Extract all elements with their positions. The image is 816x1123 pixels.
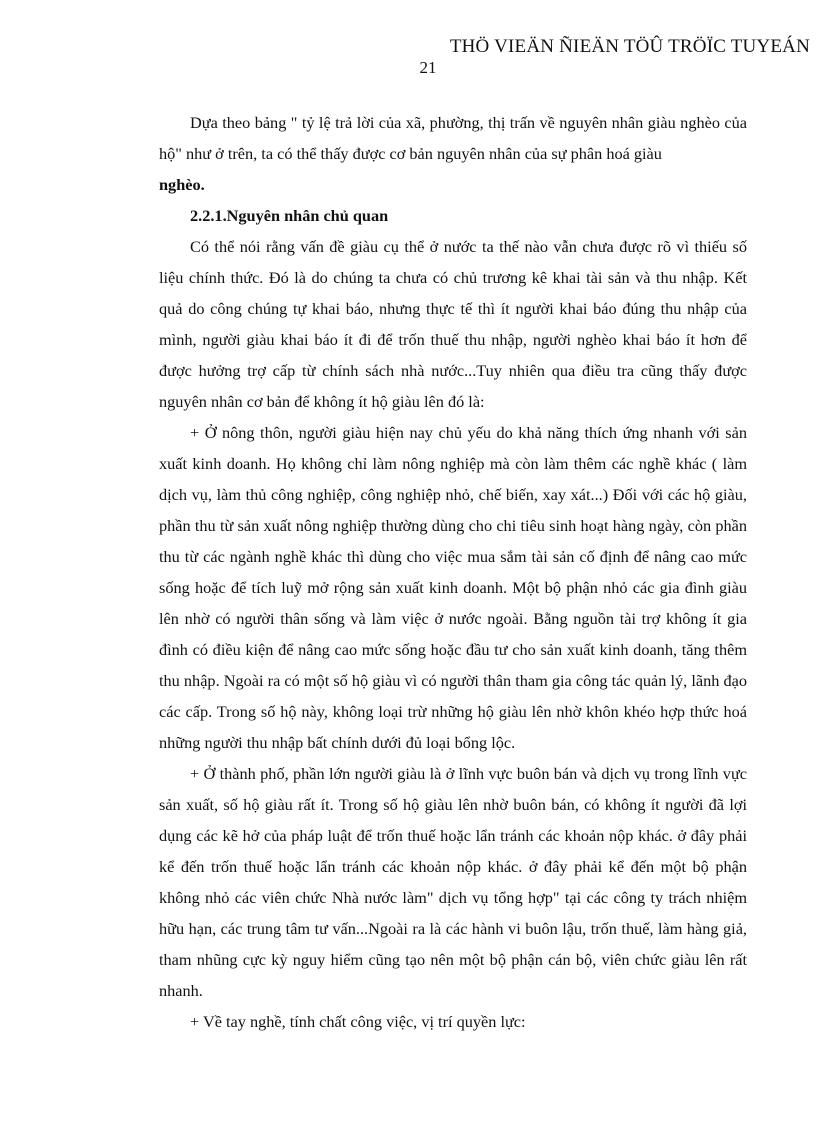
intro-paragraph — [159, 107, 747, 169]
paragraph-1: Có thể nói rằng vấn đề giàu cụ thể ở nước ta thế nào vẫn chưa được rõ vì thiếu số liệu chính thức. Đó là do chúng ta chưa có chủ trương kê khai tài sản và thu nhập. Kết quả do công chúng tự khai báo, nhưng thực tế thì ít người khai báo đúng thu nhập của mình, người giàu khai báo ít đi để trốn thuế thu nhập, người nghèo khai báo ít hơn để được hưởng trợ cấp từ chính sách nhà nước...Tuy nhiên qua điều tra cũng thấy được nguyên nhân cơ bản để không ít hộ giàu lên đó là: — [159, 237, 747, 411]
page-number: 21 — [419, 58, 437, 77]
section-heading: 2.2.1.Nguyên nhân chủ quan — [190, 206, 389, 225]
intro-bold-word: nghèo. — [159, 175, 205, 194]
library-watermark: THÖ VIEÄN ÑIEÄN TÖÛ TRÖÏC TUYEÁN — [449, 36, 810, 57]
document-body — [159, 107, 747, 1037]
intro-text: Dựa theo bảng " tỷ lệ trả lời của xã, phường, thị trấn về nguyên nhân giàu nghèo của hộ" như ở trên, ta có thể thấy được cơ bản nguyên nhân của sự phân hoá giàu — [159, 113, 747, 163]
paragraph-4: + Về tay nghề, tính chất công việc, vị trí quyền lực: — [190, 1012, 526, 1031]
paragraph-2: + Ở nông thôn, người giàu hiện nay chủ yếu do khả năng thích ứng nhanh với sản xuất kinh doanh. Họ không chỉ làm nông nghiệp mà còn làm thêm các nghề khác ( làm dịch vụ, làm thủ công nghiệp, công nghiệp nhỏ, chế biến, xay xát...) Đối với các hộ giàu, phần thu từ sản xuất nông nghiệp thường dùng cho chi tiêu sinh hoạt hàng ngày, còn phần thu từ các ngành nghề khác thì dùng cho việc mua sắm tài sản cố định để nâng cao mức sống hoặc để tích luỹ mở rộng sản xuất kinh doanh. Một bộ phận nhỏ các gia đình giàu lên nhờ có người thân sống và làm việc ở nước ngoài. Bằng nguồn tài trợ không ít gia đình có điều kiện để nâng cao mức sống hoặc đầu tư cho sản xuất kinh doanh, tăng thêm thu nhập. Ngoài ra có một số hộ giàu vì có người thân tham gia công tác quản lý, lãnh đạo các cấp. Trong số hộ này, không loại trừ những hộ giàu lên nhờ khôn khéo hợp thức hoá những người thu nhập bất chính dưới đủ loại bổng lộc. — [159, 423, 747, 752]
paragraph-3: + Ở thành phố, phần lớn người giàu là ở lĩnh vực buôn bán và dịch vụ trong lĩnh vực sản xuất, số hộ giàu rất ít. Trong số hộ giàu lên nhờ buôn bán, có không ít người đã lợi dụng các kẽ hở của pháp luật để trốn thuế hoặc lẩn tránh các khoản nộp khác. ở đây phải kể đến trốn thuế hoặc lẩn tránh các khoản nộp khác. ở đây phải kể đến một bộ phận không nhỏ các viên chức Nhà nước làm" dịch vụ tổng hợp" tại các công ty trách nhiệm hữu hạn, các trung tâm tư vấn...Ngoài ra là các hành vi buôn lậu, trốn thuế, làm hàng giả, tham nhũng cực kỳ nguy hiểm cũng tạo nên một bộ phận cán bộ, viên chức giàu lên rất nhanh. — [159, 764, 747, 1000]
